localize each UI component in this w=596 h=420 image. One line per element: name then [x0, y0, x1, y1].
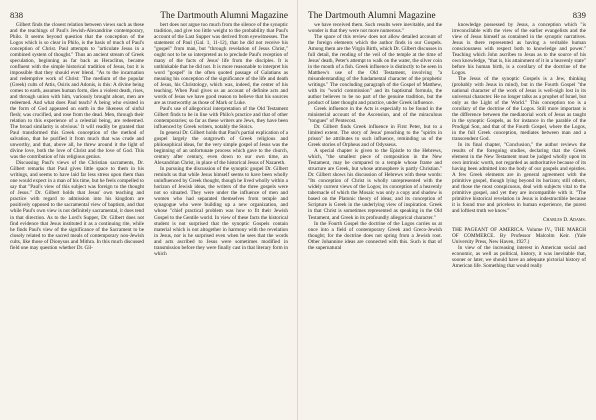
- right-column-2: [452, 22, 586, 414]
- paragraph: Discussing Paul's views of the Christian sacraments, Dr. Gilbert remarks that Paul gives little space to them in his writings, and seems to have laid far less stress upon them than one would expect in a man of his time, but he feels compelled to say that "Paul's view of this subject was foreign to the thought of Jesus." Dr. Gilbert holds that Jesus' own teaching and practice with regard to admission into his kingdom are positively opposed to the sacramental view of baptism, and that while Paul's own view is not definitely sacramental, it does tend in that direction. As to the Lord's Supper, Dr. Gilbert does not find evidence that Jesus instituted it as a continuing rite, while he finds Paul's view of the significance of the Sacrament to be closely related to the sacred meals of contemporary non-Jewish cults, like those of Dionysus and Mithra. In this much discussed field one may question whether Dr. Gil-: [10, 160, 144, 251]
- paragraph: The Jesus of the synoptic Gospels is a Jew, thinking (probably with Jesus in mind), but in the Fourth Gospel "the national character of the work of Jesus is well-nigh lost in its universal character. He no longer talks as a prophet of Israel, but only as the Light of the World." This conception too is a corollary of the doctrine of the Logos. Still more important is the difference between the mediatorial work of Jesus as taught in the synoptic Gospels, as for instance in the parable of the Prodigal Son, and that of the Fourth Gospel, where the Logos, in the full Greek conception, mediates between man and a transcendent God.: [452, 76, 586, 143]
- paragraph: we have received them. Such results were inevitable, and the wonder is that they were not more numerous.": [308, 22, 442, 35]
- paragraph: bert does not argue too much from the silence of the synoptic tradition, and give too little weight to the probability that Paul's account of the Last Supper was derived from eyewitnesses. The statement of Paul (Gal. 1, 11-12), that he did not receive his "gospel" from man, but "through revelation of Jesus Christ," ought not to be so interpreted as to preclude Paul's reception of many of the facts of Jesus' life from the disciples. It is unthinkable that he did not. It is more reasonable to interpret his word "gospel" in the often quoted passage of Galatians as meaning his conception of the significance of the life and death of Jesus, his Christology, which was, indeed, the center of his teaching. When Paul gives us an account of definite acts and words of Jesus we have good reason to believe that his sources are as trustworthy as those of Mark or Luke.: [154, 22, 288, 107]
- paragraph: Gilbert finds the closest relation between views such as these and the teachings of Paul's Jewish-Alexandrine contemporary, Philo. It seems beyond question that the conception of the Logos which is so clear in Philo, is the basis of much of Paul's conception of Christ. Paul attempts to "articulate Jesus in a combined system of thought." Thus an ancient stream of Greek speculation, beginning as far back as Heraclitus, became confluent with the simple historical tradition of Jesus, but it is impossible that they should ever blend. "As to the incarnation and redemptive work of Christ: 'The medium of the popular (Greek) cults of Attis, Osiris and Adonis, is this: A divine being comes to earth, assumes human form, dies a violent death, rises, and through union with him, variously brought about, men are redeemed. And what does Paul teach? A being who existed in the form of God appeared on earth in the likeness of sinful flesh; was crucified, and rose from the dead. Men, through their relation to this experience of a celestial being, are redeemed. The broad similarity is obvious.' It will readily be granted that Paul transformed this Greek conception of the method of salvation, that he purified it from much that was crude and unworthy, and that, above all, he threw around it the light of divine love, both the love of Christ and the love of God. This was the contribution of his religious genius.: [10, 22, 144, 161]
- paragraph: Greek influence in the Acts is especially to be found in the ministerial account of the Ascension, and of the miraculous "tongues" of Pentecost.: [308, 106, 442, 125]
- right-magazine-title: The Dartmouth Alumni Magazine: [308, 10, 436, 20]
- right-page: [298, 0, 596, 420]
- paragraph: A special chapter is given to the Epistle to the Hebrews, which, "the smallest piece of composition in the New Testament, may be compared to a temple whose frame and structure are Greek, but whose atmosphere is partly Christian." Dr. Gilbert shows his discussion of Hebrews with these words: "Its conception of Christ is wholly unrepresented with the widely current views of the Logos; its conception of a heavenly tabernacle of which the Mosaic was only a copy and shadow is based on the Platonic theory of ideas; and its conception of Scripture is Greek in the underlying view of inspiration. Greek in that Christ is sometimes represented as speaking in the Old Testament, and Greek in its profoundly allegorical character.": [308, 148, 442, 221]
- right-page-number: 839: [572, 10, 586, 20]
- right-running-head: [308, 10, 586, 20]
- paragraph: In general Dr. Gilbert holds that Paul's partial explication of a gospel largely the outgrowth of Greek religious and philosophical ideas, for the very simple gospel of Jesus was the beginning of an unfortunate process which gave to the church, century after century, even down to our own time, an Alexandrian Christ, in place of the historical Jesus of Nazareth.: [154, 130, 288, 167]
- paragraph: Paul's use of allegorical interpretation of the Old Testament Gilbert finds to be in line with Philo's practice and that of other contemporaries; so far as these writers are Jews, they have been influenced by Greek writers, notably the Stoics.: [154, 106, 288, 131]
- left-running-head: [10, 10, 288, 20]
- paragraph: The space of this review does not allow detailed account of the foreign elements which the author finds in our Gospels. Among them are the Virgin Birth, which Dr. Gilbert discusses in full detail, the rending of the veil of the temple at the time of Jesus' death, Peter's attempt to walk on the water, the silver coin in the mouth of a fish. Greek influence is distinctly to be seen in Matthew's use of the Old Testament, involving "a misunderstanding of the fundamental character of the prophetic writings." The concluding paragraph of the Gospel of Matthew, with its "world commission" and its baptismal formula, the author believes to be no part of the genuine tradition, but the product of later thought and practice, under Greek influence.: [308, 34, 442, 107]
- left-columns: [10, 22, 288, 414]
- paragraph: In pursuing the discussion of the synoptic gospel Dr. Gilbert reminds us that while Jesus himself seems to have been wholly uninfluenced by Greek thought, though he lived wholly within a horizon of Jewish ideas, the writers of the three gospels were not so situated. They were under the influence of men and women who had separated themselves from temple and synagogue who were building up a new organization, and whose "chief practical problem was how to fit their Jewish Gospel to the Gentile world. In view of these facts the historical student is not surprised that the synoptic Gospels contain material which is not altogether in harmony with the revelation in Jesus, nor is he surprised even when he sees that the words and acts ascribed to Jesus were sometimes modified in transmission before they were finally cast in that literary form in which: [154, 166, 288, 257]
- left-column-2: [154, 22, 288, 414]
- paragraph: In the Fourth Gospel the doctrine of the Logos carries us at once into a field of contemporary Greek and Greco-Jewish thought; for the doctrine does not spring from a Jewish root. Other Johannine ideas are connected with this. Such is that of the supernatural: [308, 220, 442, 251]
- right-column-1: [308, 22, 442, 414]
- paragraph: Dr. Gilbert finds Greek influence in First Peter, but to a limited extent. The story of Jesus' preaching to the "spirits in prison" he attributes to such influence, reminding us of the Greek stories of Orpheus and of Odysseus.: [308, 124, 442, 149]
- left-page-number: 838: [10, 10, 24, 20]
- left-column-1: [10, 22, 144, 414]
- reviewer-signature: Charles D. Adams.: [543, 216, 586, 223]
- paragraph: knowledge possessed by Jesus, a conception which "is irreconcilable with the view of the earlier evangelists and the view of Jesus himself as contained in the synoptic narratives. Jesus is there represented as having a veritable human consciousness with respect both to knowledge and power." Teaching which John ascribes to Jesus as to the source of his own knowledge, "that is, his attainment of it in a heavenly state" before his human birth, is a corollary of the doctrine of the Logos.: [452, 22, 586, 77]
- right-columns: [308, 22, 586, 414]
- paragraph: In view of the increasing interest in American social and economic, as well as political, history, it was inevitable that, sooner or later, we should have an adequate pictorial history of American life. Something that would really: [452, 244, 586, 269]
- review-heading: THE PAGEANT OF AMERICA. Volume IV., THE MARCH OF COMMERCE. By Professor Malcolm Keir. (Yale University Press, New Haven, 1927.): [452, 226, 586, 245]
- paragraph: In its final chapter, "Conclusion," the author reviews the results of the foregoing studies, declaring that the Greek element in the New Testament must be judged wholly upon its own intrinsic worth, not regarded as authoritative because of its having been admitted into the body of our gospels and epistles. A few Greek elements are in general agreement with the primitive gospel, though lying beyond its horizon; still others, and those the most conspicuous, deal with subjects vital to the primitive gospel, and yet they are incompatible with it. "The primitive historical revelation in Jesus is indestructible because it is found true and priceless in human experience, the purest and loftiest truth we know.": [452, 142, 586, 215]
- left-magazine-title: The Dartmouth Alumni Magazine: [160, 10, 288, 20]
